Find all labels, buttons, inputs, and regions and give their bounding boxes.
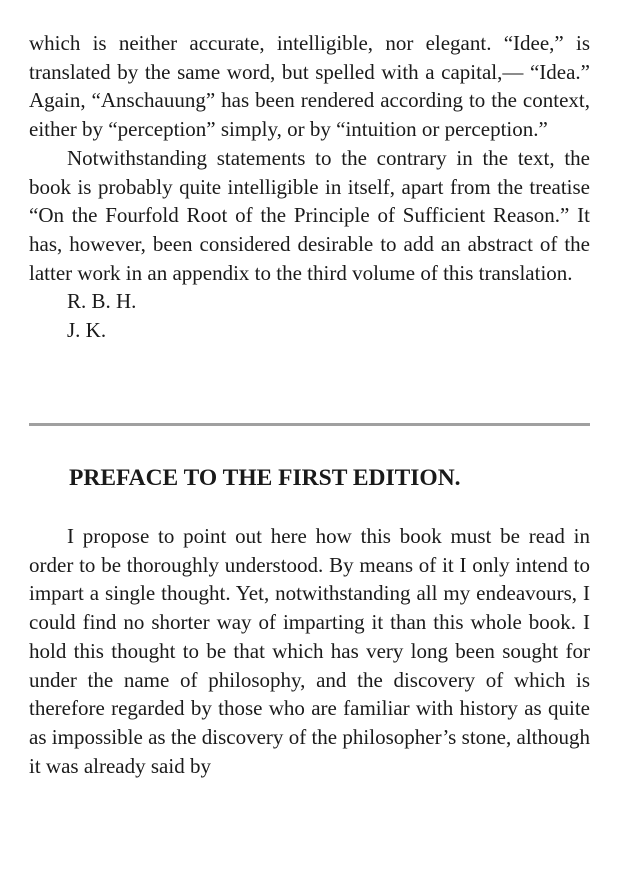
translator-note-section: [29, 29, 590, 345]
translator-signature-2: J. K.: [67, 318, 107, 343]
translator-note-paragraph-1: which is neither accurate, intelligible, nor elegant. “Idee,” is translated by the same word, but spelled with a capital,— “Idea.” Again, “Anschauung” has been rendered according to the context, either by “perception” simply, or by “intuition or perception.”: [29, 31, 590, 142]
section-divider: [29, 423, 590, 426]
translator-note-paragraph-2: Notwithstanding statements to the contrary in the text, the book is probably quite intelligible in itself, apart from the treatise “On the Fourfold Root of the Principle of Sufficient Reason.” It has, however, been considered desirable to add an abstract of the latter work in an appendix to the third volume of this translation.: [29, 145, 590, 285]
preface-section: [29, 522, 590, 780]
preface-paragraph-1: I propose to point out here how this book must be read in order to be thoroughly understood. By means of it I only intend to impart a single thought. Yet, notwithstanding all my endeavours, I could find no shorter way of imparting it than this whole book. I hold this thought to be that which has very long been sought for under the name of philosophy, and the discovery of which is therefore regarded by those who are familiar with history as quite as impossible as the discovery of the philosopher’s stone, although it was already said by: [29, 524, 590, 778]
preface-heading: PREFACE TO THE FIRST EDITION.: [69, 465, 461, 491]
translator-signature-1: R. B. H.: [67, 289, 137, 314]
